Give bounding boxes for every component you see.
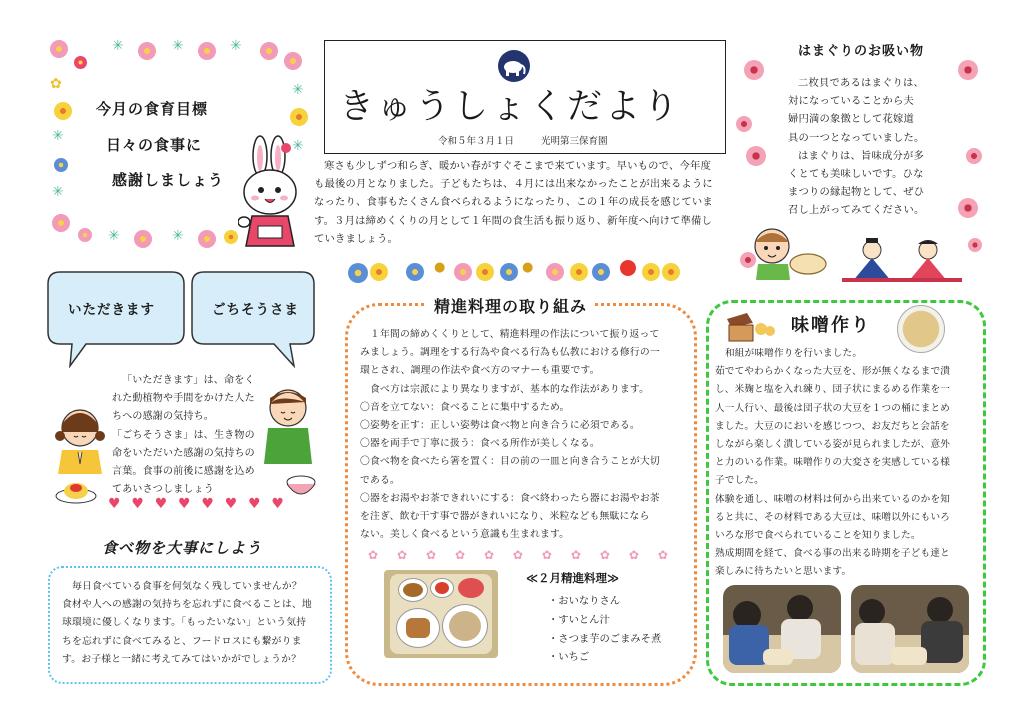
sparkle-icon: ✳: [52, 184, 64, 200]
girl-praying-icon: [48, 402, 112, 474]
issuer-name: 光明第三保育園: [541, 136, 608, 147]
miso-line: 人一人行い、最後は団子状の大豆を１つの桶にまとめ: [715, 402, 951, 414]
shojin-line: 〇器を両手で丁寧に扱う：食べる所作が美しくなる。: [360, 438, 600, 450]
flower-icon: [134, 230, 152, 248]
tulip-icon: ♥: [154, 496, 168, 512]
pansy-icon: [370, 263, 388, 281]
shojin-text: [360, 326, 696, 544]
menu-item: ・いちご: [548, 651, 590, 664]
plate-icon: [54, 478, 98, 504]
flower-icon: [74, 56, 87, 69]
blossom-icon: ✿: [599, 548, 610, 562]
shojin-meal-photo: [384, 570, 498, 658]
flower-icon: [198, 230, 216, 248]
clam-line: 婦円満の象徴として花嫁道: [788, 113, 914, 126]
pansy-icon: [500, 263, 518, 281]
shojin-line: を注ぎ、飲む干す事で器がきれいになり、米粒なども無駄になら: [360, 511, 650, 523]
flower-icon: [138, 42, 156, 60]
miso-line: 体験を通し、味噌の材料は何から出来ているのかを知: [715, 493, 951, 505]
sparkle-icon: ✳: [292, 82, 304, 98]
issue-date: 令和５年３月１日: [438, 136, 515, 147]
blossom-icon: ✿: [483, 548, 494, 562]
greetings-line: 「ごちそうさま」は、生き物の: [112, 429, 255, 441]
sparkle-icon: ✳: [172, 228, 184, 244]
miso-line: いろな形で食べられていることを知りました。: [715, 530, 921, 542]
miso-photo-2: [851, 585, 969, 673]
intro-text: [314, 157, 734, 248]
goal-line-2: 感謝しましょう: [112, 171, 225, 189]
pansy-icon: [592, 263, 610, 281]
clam-line: 召し上がってみてください。: [788, 204, 925, 217]
flower-icon: [52, 214, 70, 232]
flower-icon: [54, 158, 68, 172]
miso-line: と力のいる作業。味噌作りの大変さを実感している様: [715, 457, 951, 469]
shojin-line: 食べ方は宗派により異なりますが、基本的な作法があります。: [370, 383, 650, 395]
shojin-title: 精進料理の取り組み: [426, 294, 595, 317]
greetings-section: [46, 268, 318, 528]
clam-text: [788, 74, 978, 220]
clam-line: はまぐりは、旨味成分が多: [798, 149, 924, 162]
goal-heading: 今月の食育目標: [96, 100, 209, 118]
shojin-line: 〇姿勢を正す：正しい姿勢は食べ物と向き合うに必須である。: [360, 420, 640, 432]
miso-line: ると共に、その材料である大豆は、味噌以外にもいろ: [715, 511, 951, 523]
hina-dolls-icon: [842, 238, 962, 282]
tulip-icon: ♥: [178, 496, 191, 512]
blossom-icon: ✿: [512, 548, 523, 562]
plum-blossom-icon: [746, 146, 766, 166]
flower-icon: [260, 42, 278, 60]
clam-line: 具の一つとなっていました。: [788, 131, 925, 144]
pansy-icon: [642, 263, 660, 281]
menu-title: ≪２月精進料理≫: [526, 571, 620, 585]
menu-item: ・おいなりさん: [548, 595, 621, 607]
menu-item: ・すいとん汁: [548, 613, 610, 626]
shojin-line: 〇食べ物を食べたら箸を置く：目の前の一皿と向き合うことが大切: [360, 456, 660, 468]
shojin-line: ない。美しく食べるという意識も生まれます。: [360, 529, 570, 541]
food-waste-line: す。お子様と一緒に考えてみてはいかがでしょうか？: [62, 653, 302, 665]
shojin-line: 〇器をお湯やお茶できれいにする：食べ終わったら器にお湯やお茶: [360, 492, 660, 504]
tulip-icon: ♥: [224, 496, 238, 512]
menu-item: ・さつま芋のごまみそ煮: [548, 632, 662, 645]
masthead: [324, 40, 726, 154]
miso-box: [706, 300, 986, 686]
pansy-icon: [406, 263, 424, 281]
plum-blossom-icon: [966, 148, 982, 164]
plum-blossom-icon: [958, 60, 978, 80]
food-waste-text: [62, 578, 328, 669]
flower-icon: [54, 102, 72, 120]
tulip-icon: ♥: [248, 496, 261, 512]
sparkle-icon: ✳: [112, 38, 124, 54]
greetings-line: 「いただきます」は、命をく: [122, 375, 255, 386]
plum-blossom-icon: [736, 116, 752, 132]
food-waste-line: 球環境に優しくなります。「もったいない」という気持: [62, 617, 307, 629]
shojin-line: １年間の締めくくりとして、精進料理の作法について振り返って: [370, 329, 660, 340]
pansy-icon: [454, 263, 472, 281]
clam-title: はまぐりのお吸い物: [798, 44, 925, 59]
plum-blossom-icon: [958, 198, 978, 218]
greetings-line: 言葉。食事の前後に感謝を込め: [112, 466, 255, 478]
miso-line: 茹でてやわらかくなった大豆を、形が無くなるまで潰: [715, 366, 951, 378]
sparkle-icon: ✳: [172, 38, 184, 54]
flower-icon: [290, 108, 308, 126]
sparkle-icon: ✿: [50, 76, 62, 92]
pansy-icon: [570, 263, 588, 281]
sparkle-icon: ✳: [230, 38, 242, 54]
miso-text: [715, 345, 981, 582]
miso-line: し、米麹と塩を入れ練り、団子状にまるめる作業を一: [715, 384, 951, 396]
pansy-icon: [662, 263, 680, 281]
pansy-icon: [348, 263, 368, 283]
shojin-line: 〇音を立てない：食べることに集中するため。: [360, 401, 570, 413]
miso-title: 味噌作り: [791, 315, 871, 336]
blossom-icon: ✿: [541, 548, 552, 562]
flower-icon: [198, 42, 216, 60]
clam-line: まつりの縁起物として、ぜひ: [788, 186, 925, 199]
blossom-icon: ✿: [368, 548, 379, 562]
miso-line: ました。大豆のにおいを感じつつ、お友だちと会話を: [715, 420, 950, 432]
flower-icon: [78, 228, 92, 242]
miso-barrel-icon: [723, 309, 775, 343]
bowl-icon: [284, 474, 318, 502]
flower-icon: [284, 52, 302, 70]
blossom-icon: ✿: [454, 548, 466, 562]
bubble-left-label: いただきます: [68, 302, 155, 318]
pansy-icon: [476, 263, 494, 281]
tulip-icon: ♥: [201, 496, 214, 512]
greetings-line: ちへの感謝の気持ち。: [112, 411, 214, 423]
blossom-icon: ✿: [657, 548, 668, 562]
shojin-line: である。: [360, 474, 400, 486]
menu-list: [548, 592, 661, 667]
page-title: きゅうしょくだより: [339, 87, 682, 127]
shojin-box: [345, 297, 697, 686]
miso-line: 熟成期間を経て、食べる事の出来る時期を子ども達と: [715, 548, 950, 560]
miso-photo-1: [723, 585, 841, 673]
miso-line: 子でした。: [715, 475, 764, 487]
tulip-icon: ♥: [108, 496, 121, 512]
tulip-icon: ♥: [131, 496, 144, 512]
intro-line: なったり、食事もたくさん食べられるようになったり、この１年の成長を感じていま: [314, 196, 713, 209]
plum-blossom-icon: [968, 238, 982, 252]
pansy-icon: [546, 263, 564, 281]
sparkle-icon: ✳: [52, 128, 64, 144]
intro-line: す。３月は締めくくりの月として１年間の食生活も振り返り、新年度へ向けて準備し: [314, 214, 713, 227]
blossom-icon: ✿: [396, 548, 408, 562]
tulip-icon: ♥: [271, 496, 284, 512]
clam-soup-section: [736, 38, 986, 288]
boy-icon: [258, 384, 318, 464]
greetings-line: てあいさつしましょう: [112, 484, 214, 496]
elephant-emblem-icon: [497, 49, 531, 83]
child-eating-icon: [746, 224, 836, 280]
food-waste-box: [48, 566, 332, 684]
intro-line: も最後の月となりました。子どもたちは、４月には出来なかったことが出来るように: [314, 178, 713, 191]
miso-line: 和組が味噌作りを行いました。: [725, 348, 863, 359]
shojin-line: 環とされ、調理の作法や食べ方のマナーも重要です。: [360, 365, 600, 377]
speech-bubble-right: [190, 270, 316, 368]
flower-icon: [224, 230, 238, 244]
blossom-icon: ✿: [570, 548, 581, 562]
speech-bubble-left: [46, 270, 186, 368]
miso-line: しながら楽しく潰している姿が見られましたが、意外: [715, 439, 951, 451]
clam-line: 対になっていることから夫: [788, 95, 914, 108]
blossom-icon: ✿: [425, 548, 437, 562]
tulip-row: [108, 496, 284, 514]
goal-line-1: 日々の食事に: [106, 136, 203, 154]
miso-line: 楽しみに待ちたいと思います。: [715, 566, 852, 578]
greetings-line: 命をいただいた感謝の気持ちの: [112, 447, 255, 459]
sparkle-icon: ✳: [292, 138, 304, 154]
food-waste-line: ちを忘れずに食べてみると、フードロスにも繋がりま: [62, 635, 302, 647]
sparkle-icon: ✳: [108, 228, 120, 244]
ladybug-icon: [620, 260, 636, 276]
greetings-line: れた動植物や手間をかけた人た: [112, 393, 255, 405]
flower-icon: [50, 40, 68, 58]
food-waste-title: 食べ物を大事にしよう: [102, 539, 263, 557]
intro-line: 寒さも少しずつ和らぎ、暖かい春がすぐそこまで来ています。早いもので、今年度: [324, 160, 711, 172]
intro-line: ていきましょう。: [314, 232, 398, 245]
blossom-icon: ✿: [628, 548, 639, 562]
shojin-line: みましょう。調理をする行為や食べる行為も仏教における修行の一: [360, 347, 660, 359]
decorative-border: [342, 258, 682, 286]
clam-line: くとても美味しいです。ひな: [788, 168, 924, 181]
plum-blossom-icon: [744, 60, 764, 80]
goal-box: [48, 38, 310, 252]
food-waste-line: 毎日食べている食事を何気なく残していませんか？: [72, 581, 302, 592]
food-waste-line: 食材や人への感謝の気持ちを忘れずに食べることは、地: [62, 599, 312, 611]
rabbit-icon: [238, 134, 310, 252]
blossom-row: [368, 548, 668, 562]
bee-icon: ●: [522, 260, 534, 275]
clam-line: 二枚貝であるはまぐりは、: [798, 77, 924, 89]
bubble-right-label: ごちそうさま: [212, 302, 299, 318]
bee-icon: ●: [434, 260, 446, 275]
